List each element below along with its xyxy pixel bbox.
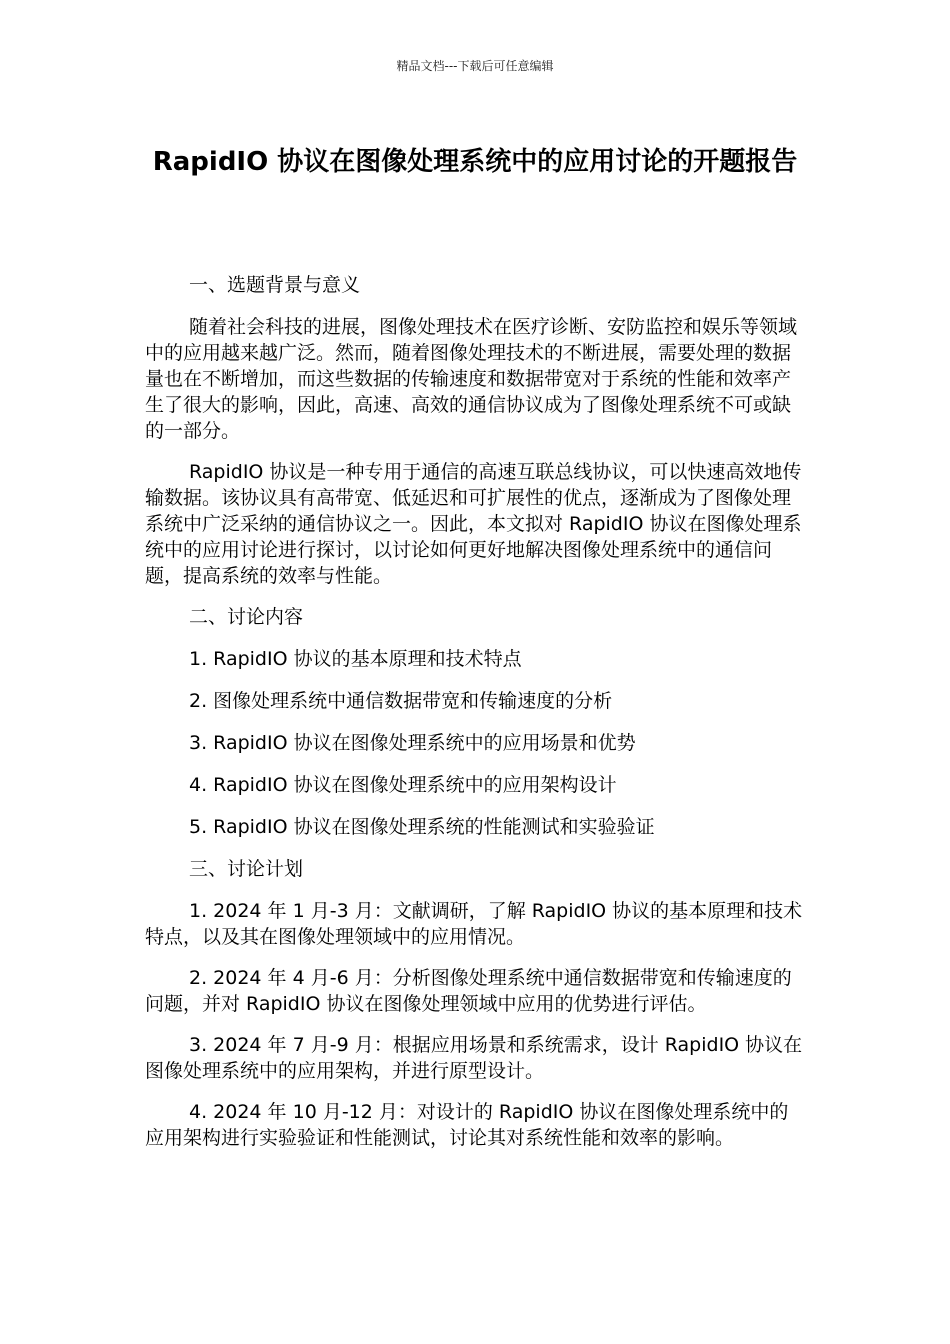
- plan-list-item: 2. 2024 年 4 月-6 月：分析图像处理系统中通信数据带宽和传输速度的问题，并对 RapidIO 协议在图像处理领域中应用的优势进行评估。: [145, 967, 792, 1015]
- plan-list-item: 3. 2024 年 7 月-9 月：根据应用场景和系统需求，设计 RapidIO 协议在图像处理系统中的应用架构，并进行原型设计。: [145, 1034, 803, 1082]
- content-list-item: 4. RapidIO 协议在图像处理系统中的应用架构设计: [189, 774, 617, 796]
- plan-list-item: 1. 2024 年 1 月-3 月：文献调研，了解 RapidIO 协议的基本原理和技术特点，以及其在图像处理领域中的应用情况。: [145, 900, 803, 948]
- content-list-item: 3. RapidIO 协议在图像处理系统中的应用场景和优势: [189, 732, 636, 754]
- section-heading-content: 二、讨论内容: [189, 606, 304, 628]
- section-heading-background: 一、选题背景与意义: [189, 274, 361, 296]
- section-heading-plan: 三、讨论计划: [189, 858, 304, 880]
- page-header: 精品文档---下载后可任意编辑: [396, 59, 554, 73]
- plan-list-item: 4. 2024 年 10 月-12 月：对设计的 RapidIO 协议在图像处理系统中的应用架构进行实验验证和性能测试，讨论其对系统性能和效率的影响。: [145, 1101, 789, 1149]
- content-list-item: 1. RapidIO 协议的基本原理和技术特点: [189, 648, 522, 670]
- paragraph-background-1: 随着社会科技的进展，图像处理技术在医疗诊断、安防监控和娱乐等领域中的应用越来越广泛。然而，随着图像处理技术的不断进展，需要处理的数据量也在不断增加，而这些数据的传输速度和数据带宽对于系统的性能和效率产生了很大的影响，因此，高速、高效的通信协议成为了图像处理系统不可或缺的一部分。: [145, 316, 798, 442]
- document-title: RapidIO 协议在图像处理系统中的应用讨论的开题报告: [152, 147, 798, 177]
- document-body: [145, 272, 805, 1166]
- content-list-item: 5. RapidIO 协议在图像处理系统的性能测试和实验验证: [189, 816, 655, 838]
- content-list-item: 2. 图像处理系统中通信数据带宽和传输速度的分析: [189, 690, 613, 712]
- paragraph-background-2: RapidIO 协议是一种专用于通信的高速互联总线协议，可以快速高效地传输数据。该协议具有高带宽、低延迟和可扩展性的优点，逐渐成为了图像处理系统中广泛采纳的通信协议之一。因此，本文拟对 RapidIO 协议在图像处理系统中的应用讨论进行探讨，以讨论如何更好地解决图像处理系统中的通信问题，提高系统的效率与性能。: [145, 461, 802, 587]
